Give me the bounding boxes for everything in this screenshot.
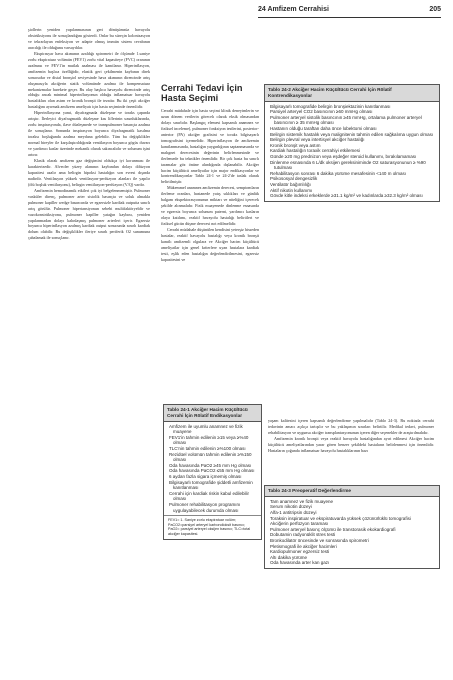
list-item: Kronik bronşit veya astım <box>270 142 321 148</box>
list-item: Parsiyel arteryel CO2 basıncının ≥60 mmHg olması <box>270 109 373 115</box>
list-item: Psikososyal dengesizlik <box>270 176 318 182</box>
list-item: FEV1'in tahmin edilenin ≥15 veya ≥%40 olması <box>169 434 249 446</box>
list-item: Pulmoner arteryel basınç ölçümü ile transtorasik ekokardiografi <box>270 526 396 532</box>
list-item: Aktif nikotin kullanımı <box>270 187 313 193</box>
list-item: Bilgisayarlı tomografide belirgin bronşiektazinin kanıtlanması <box>270 103 391 109</box>
list-item: Bronkodilatör öncesinde ve sonrasında spirometri <box>270 537 369 543</box>
list-item: Hastanın olduğu taraftan daha önce lobektomi olması <box>270 125 377 131</box>
list-item: Cerrahi için kardiak riskin kabul edilebilir olması <box>169 490 250 502</box>
paragraph: Mükemmel anamnez amfizemin derecesi, semptomların ilerleme oranları, hastanede yatış sıklıkları ve günlük balgam ekspektorasyonunun miktarı ve niteliğini içerecek şekilde alınmalıdır. Fizik muayenede dinlenme esnasında ve egzersiz boyunca solunum paterni, yardımcı kasların olaya katılımı, reaktif havayolu hastalığı belirtileri ve fiziksel gücün düşme derecesi not edilmelidir. <box>161 185 259 227</box>
header-rule <box>258 17 441 18</box>
list-item: Alfa-1 antitripsin düzeyi <box>270 509 317 515</box>
table-list <box>164 422 261 516</box>
paragraph: yaşam kalitesini içeren kapsamlı değerlendirme yapılmalıdır (Tablo 24-3). Bu noktada cerrahi tedavinin amacı açıkça tartışılır ve bu yaklaşımın sınırları belirtilir. Medikal tedavi, pulmoner rehabilitasyon ve uygunsa akciğer transplantasyonunun içeren diğer seçenekler de araştırılmalıdır. <box>268 418 434 435</box>
paragraph: Cerrahi müdahale düşünülen kendisini yeterşiz hisseden hastalar, reaktif havayolu hastalığı veya kronik bronşit kanıtlı amfizemli olgulara ve Akciğer hacim küçültücü ameliyatlar için genel kriterlere uyan hastalara kardiak testi, eşlik eden hastalığın değerlendirilmesini, egzersiz kapasitesini ve <box>161 227 259 262</box>
list-item: Toraksin inspiratuar ve ekspiratuvarda yüksek çözünürlüklü tomografisi <box>270 515 411 521</box>
list-item: Bilgisayarlı tomografide şiddetli amfizemin kanıtlanması <box>169 479 253 491</box>
list-item: Ventilatör bağımlılığı <box>270 181 311 187</box>
table-title: Tablo 24-3 Preoperatif Değerlendirme <box>265 486 439 497</box>
list-item: Tam anamnez ve fizik muayene <box>270 498 334 504</box>
paragraph: Amfizemin hemodinamik etkileri çok iyi belgelenmemiştir. Pulmoner vasküler direnç, pulmoner arter sistolik basınçta ve soluk almakla pulmoner kapiller wedge basıncında ve egzersizle kardiak outputta sınırlı artış görülür. Pulmoner hipertansiyonun sebebi multifaktöryeldir ve vazokonstrüksiyonu, pulmoner kapiller yatağın kaybını, yeniden yapılanmadan dolayı kalınlaşmış pulmoner arterleri içerir. Egzersiz boyunca hiperinflasyon azalmış kardiak output sonucunda sınırlı kardiak dolum olabilir. Bu değişiklikler ileriye sınırlı periferik O2 sunumuna çabalamak ile sonuçlanır. <box>28 187 150 241</box>
paragraph: Amfizemin kronik bronşit veya reaktif havayolu hastalığından ayırt edilmesi Akciğer hacim küçültücü ameliyatlarından yarar gören benzer şekildeki hastaların belirlenmesi için önemlidir. Hastaların çoğunda inflamatuar havayolu hastalıklarının bazı <box>268 435 434 453</box>
list-item: Kardiopulmoner egzersiz testi <box>270 549 330 555</box>
list-item: Gövde kitle indeksi erkeklerde ≥31.1 kg/m² ve kadınlarda ≥32.3 kg/m² olması <box>270 193 423 199</box>
table-title: Tablo 24-2 Akciğer Hacim Küçültücü Cerrahi İçin Rölatif Kontrendikasyonlar <box>265 85 439 102</box>
list-item: 6 aydan fazla sigara içmemiş olması <box>169 473 242 479</box>
table-list <box>265 102 439 201</box>
table-24-2-box <box>264 84 440 202</box>
paragraph: Ekspirasyar hava akımının azaldığı spirometri ile ölçümde 1.saniye zorlu ekspiratuar volümün (FEV1) zorlu vital kapasiteye (FVC) oranının azalması ve FEV1'in mutlak azalması ile kanıtlanır. Hiperinflasyon, amfizemin başlıca özelliğidir, elastik geri çekilmenin kaybının direk sonucudur ve distal bronşiol seviyesinde hava akımının direncinde artış oluşmasıyla akciğerin statik volümünde azalma ile kompensatuar mekanizmalar harekete geçer. Bu olay başlıca havayolu direncinde artış olduğu ancak minimal hiperinflasyonun olduğu inflamatuar havayolu hastalıkları olan astım ve kronik bronşit ile tezattır. Bu iki çeşit akciğer hastalığını ayırmak amfizem ameliyatı için hasta seçiminde önemlidir. <box>28 50 150 110</box>
list-item: Akciğerin perfüzyon taraması <box>270 521 329 527</box>
table-24-3-box <box>264 485 440 569</box>
section-heading: Cerrahi Tedavi İçin Hasta Seçimi <box>161 83 243 103</box>
list-item: Oda havasında PaCO2 ≤55 mm Hg olması <box>169 468 255 474</box>
body-column-3 <box>268 418 434 472</box>
table-list <box>265 497 439 568</box>
list-item: Rezidüel volümün tahmin edilenin ≥%150 olması <box>169 451 252 463</box>
list-item: Oda havasında arter kan gazı <box>270 560 330 566</box>
list-item: Pletismografi ile akciğer hacimleri <box>270 543 337 549</box>
table-title: Tablo 24-1 Akciğer Hacim Küçültücü Cerrahi İçin Rölatif Endikasyonlar <box>164 405 261 422</box>
list-item: Pulmoner rehabilitasyon programını uygulayabilecek durumda olması <box>169 501 241 513</box>
list-item: Belirgin plevral veya intertisyel akciğer hastalığı <box>270 137 365 143</box>
table-footnote: FEV1= 1. Saniye zorlu ekspiratuar volüm; PaCO2=parsiyel arteryel karbondioksit basıncı; PaO2= parsiyel arteryel oksijen basıncı; TLC=total akciğer kapasitesi. <box>164 515 261 539</box>
list-item: Günde ≥20 mg prednizon veya eşdeğer steroid kullanımı, bırakılamaması <box>270 153 417 159</box>
list-item: Oda havasında PaO2 ≥45 mm Hg olması <box>169 462 252 468</box>
table-24-1-box <box>163 404 262 540</box>
body-column-1 <box>28 27 150 667</box>
section-body <box>161 108 259 408</box>
paragraph: Hiperinflasyona yanıt, diyafragmada düzleşme ve toraks çapında artıştır. İlerleyici diyafragmatik düzleşme kas liflerinin uzunluklarında, zorlu inspirasyonda, ilave düzleşmede ve transpulmoner basınçta azalma ile sonuçlanır. Sonunda inspirasyon boyunca diyafragmatik kasılma toraksı boşluğunda azalma meydana gelebilir. Tüm bu değişiklikler normal bireyler ile karşılaştırıldığında ventilasyon boyunca gögüs duvarı ve yardımcı kaslar üzerinde mekanik olarak sakıncalıdır ve solunum işini artırır. <box>28 110 150 158</box>
paragraph: şiollerin yeniden yapılanmasının geri dönüşümsüz havayolu obstrüksiyonu ile sonuçlandığını gösterdi. Onlar bu süreçin kolonizasyon ve tekrarlayan enfeksiyon ve adapte olmuş immün sistem cevabının aracılığı ile olduğunu varsaydılar. <box>28 27 150 50</box>
paragraph: Cerrahi müdahale için hasta seçimi klinik deneyimlerin ve uzun dönem verilerin görecelı olarak eksik olmasından dolayı sınırlıdır. Başlangıç elemesi kapsamlı anamnez ve fiziksel inceleme), pulmoner fonksiyon testlerini, posterior-anterior (PA) akciğer grafisini ve toraks bilgisayarlı tomografisini içermelidir. Hiperinflasyon ile amfizemin kanıtlanmasında, hastalığın yaygınlığının saptanmasında ve malıgnet derecesinin değerinin belirlenmesinde ve ilerlemede bu teknikler önemlidir. Bir çok hasta bu sınırlı taramalar göz önüne alındığında dışlanabilir. Akciğer hacim küçültücü ameliyatlar için major endikasyonlar ve kontrendikasyonlar Tablo 24-1 ve 24-2'de taslak olarak belirtilmiştir. <box>161 108 259 185</box>
list-item: Rehabilitasyon sonrası 6 dakika yürüme mesafesinin <140 m olması <box>270 170 406 176</box>
paragraph: Klasik olarak amfizem gaz değişimini oldukça iyi korunması ile karakterizedir. Alveoler yüzey alanının kaybından dolayı difüzyon kapasitesi azalır ama belirgin hipoksi hastalığın son evresi dışında nadirdir. Ventilasyon yüksek ventilasyon-perfüzyon alanları ile yapılır (ölü boşluk ventilasyonu), belirgin ventilasyon-perfüzyon (V/Q) vardır. <box>28 157 150 187</box>
list-item: Serum nikotin düzeyi <box>270 504 312 510</box>
list-item: Amfizem ile uyumlu anamnez ve fizik muayene <box>169 423 243 435</box>
list-item: TLC'nin tahmin edilenin ≥%100 olması <box>169 445 246 451</box>
body-column-2 <box>161 27 259 408</box>
list-item: Pulmoner arteryel sistolik basıncının ≥45 mmHg, ortalama pulmoner arteryel basıncının ≥ 35 mmHg olması <box>270 114 422 126</box>
list-item: Dobutamin radyonüklit stres testi <box>270 532 336 538</box>
list-item: Dinlenme esnasında 6 L/dk oksijen gereksiniminde O2 saturasyonunun ≥ %90 tutulması <box>270 159 426 171</box>
chapter-title: 24 Amfizem Cerrahisi <box>258 6 329 13</box>
list-item: Altı dakika yürüme <box>270 554 308 560</box>
page-number: 205 <box>429 6 441 13</box>
list-item: Kardiak hastalığın toraxik cerrahiyi etkilemesi <box>270 148 361 154</box>
list-item: Belirgin sistemik hastalık veya malignitenin tahmin edilen sağkalıma uygun olması <box>270 131 434 137</box>
